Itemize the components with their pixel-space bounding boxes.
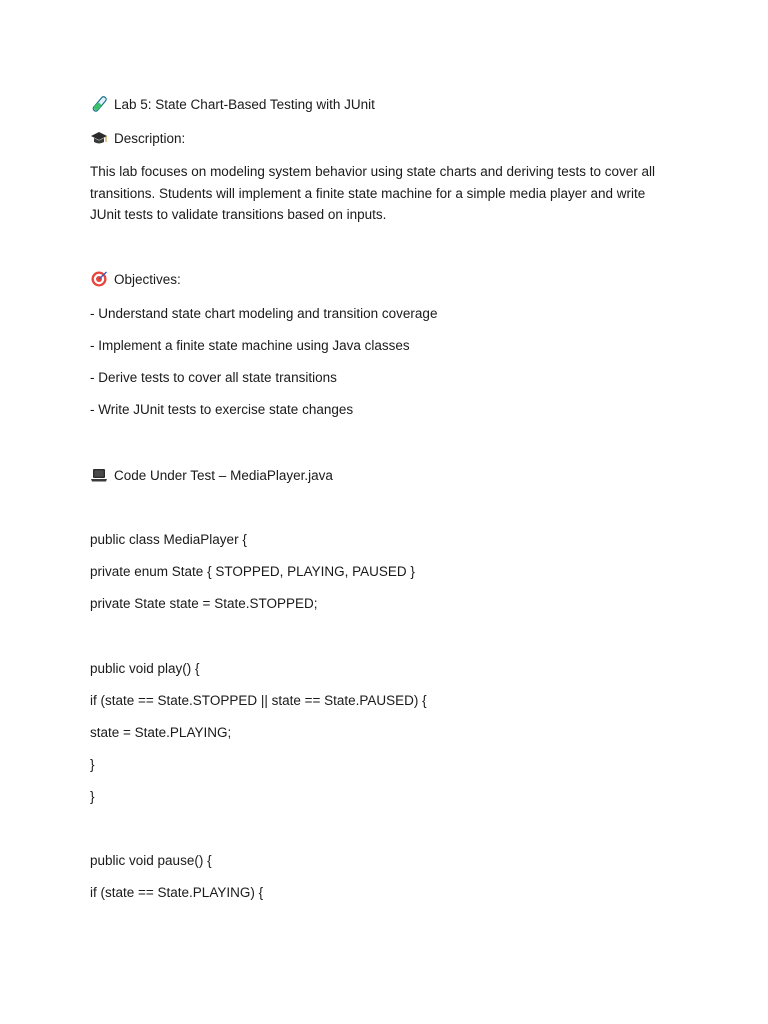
test-tube-icon — [90, 96, 108, 112]
code-line: if (state == State.PLAYING) { — [90, 885, 264, 900]
graduation-cap-icon — [90, 130, 108, 146]
lab-title-text: Lab 5: State Chart-Based Testing with JUnit — [114, 97, 375, 112]
objectives-heading — [90, 271, 181, 289]
code-line: public void play() { — [90, 661, 200, 676]
code-line: } — [90, 757, 95, 772]
objective-item: - Write JUnit tests to exercise state changes — [90, 402, 354, 417]
code-section-heading — [90, 467, 333, 485]
description-heading — [90, 130, 185, 148]
objective-item: - Derive tests to cover all state transitions — [90, 370, 337, 385]
objective-item: - Understand state chart modeling and transition coverage — [90, 306, 438, 321]
code-line: state = State.PLAYING; — [90, 725, 232, 740]
code-line: public void pause() { — [90, 853, 212, 868]
code-line: private enum State { STOPPED, PLAYING, PAUSED } — [90, 564, 415, 579]
code-line: private State state = State.STOPPED; — [90, 596, 318, 611]
code-line: if (state == State.STOPPED || state == State.PAUSED) { — [90, 693, 427, 708]
code-line: public class MediaPlayer { — [90, 532, 247, 547]
laptop-icon — [90, 467, 108, 483]
objectives-heading-text: Objectives: — [114, 272, 181, 287]
description-heading-text: Description: — [114, 131, 186, 146]
description-body: This lab focuses on modeling system behavior using state charts and deriving tests to cover all transitions. Students will implement a finite state machine for a simple media player and write JUnit tests to validate transitions based on inputs. — [90, 164, 656, 222]
target-icon — [90, 271, 108, 287]
lab-title — [90, 96, 375, 114]
code-section-heading-text: Code Under Test – MediaPlayer.java — [114, 468, 333, 483]
code-line: } — [90, 789, 95, 804]
objective-item: - Implement a finite state machine using Java classes — [90, 338, 410, 353]
